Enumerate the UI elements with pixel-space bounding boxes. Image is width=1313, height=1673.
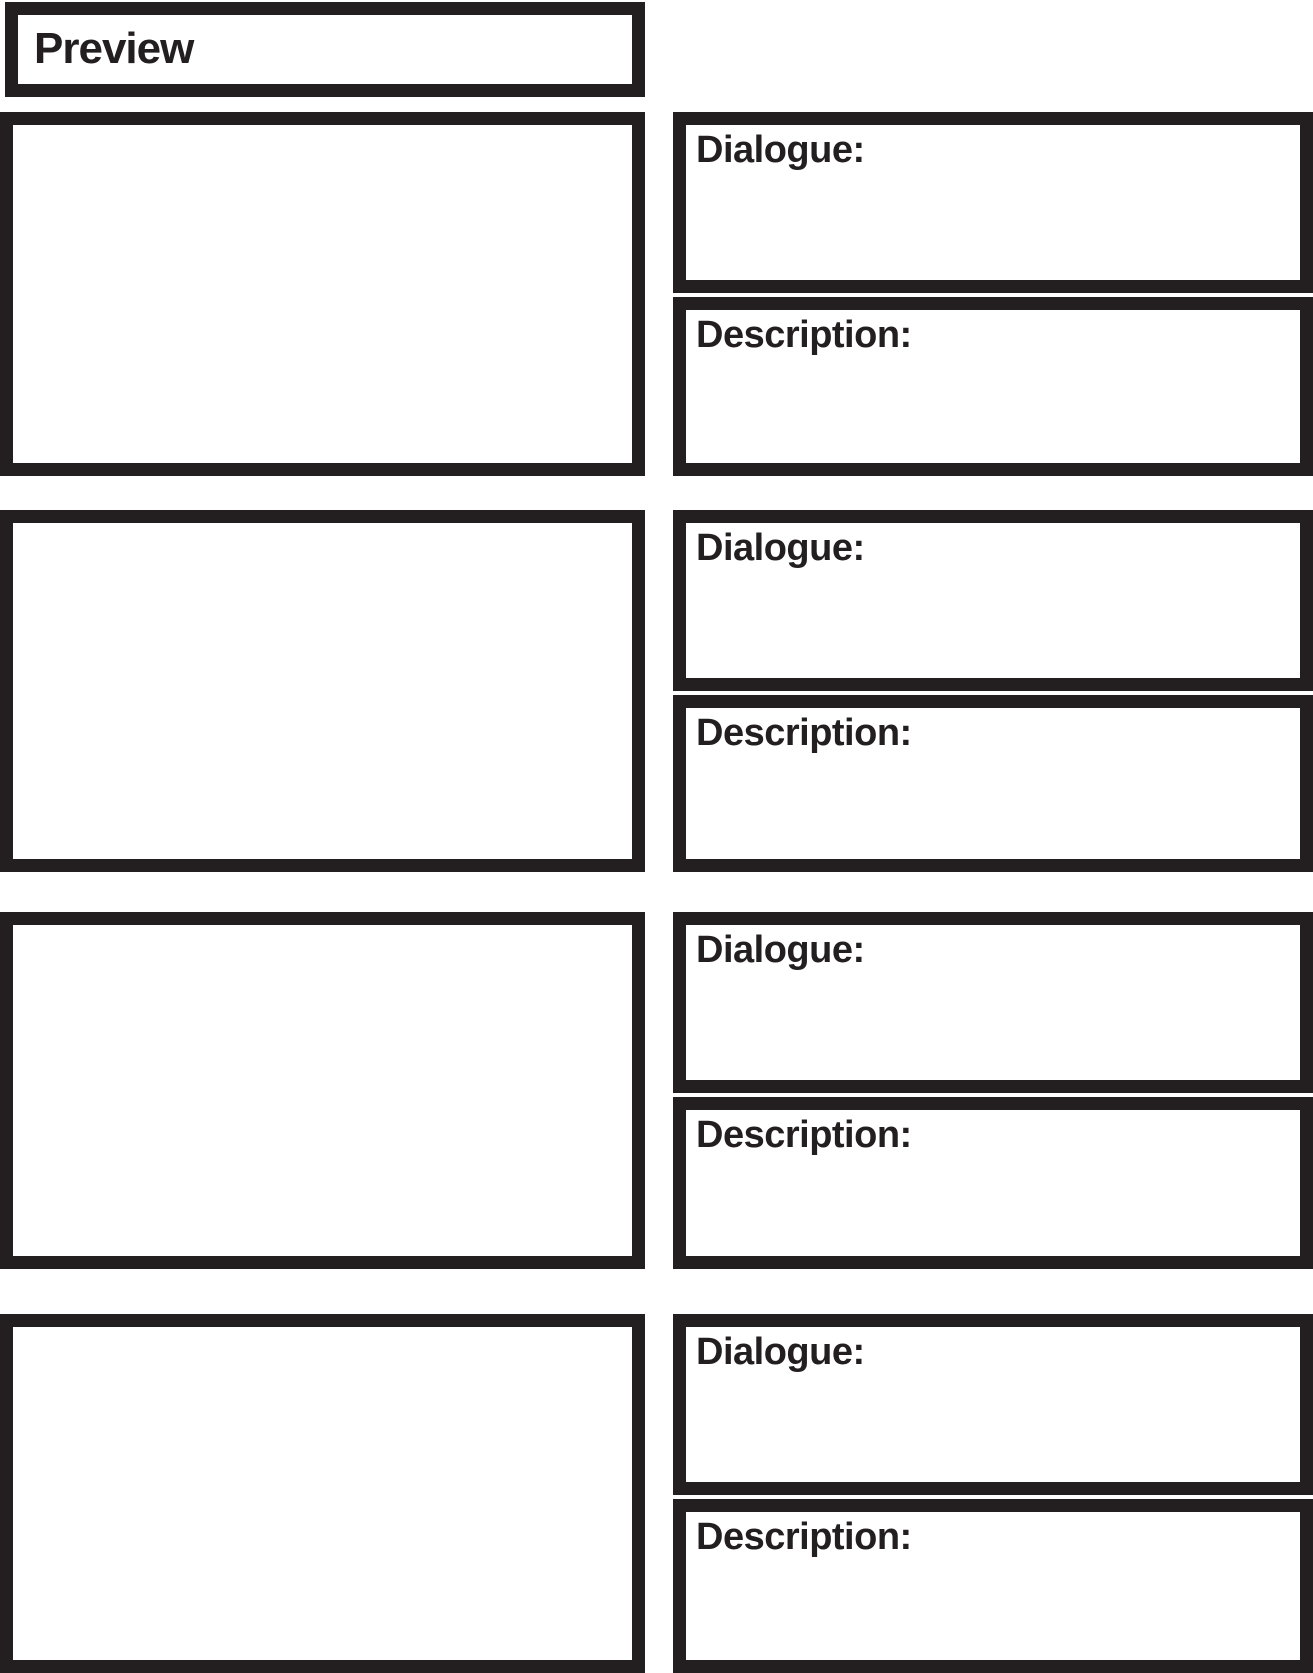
dialogue-box xyxy=(673,1314,1313,1495)
description-label: Description: xyxy=(696,1516,912,1558)
dialogue-label: Dialogue: xyxy=(696,1331,865,1373)
description-box xyxy=(673,1097,1313,1269)
scene-text-column xyxy=(673,1314,1313,1673)
dialogue-label: Dialogue: xyxy=(696,527,865,569)
description-box xyxy=(673,297,1313,476)
page-title: Preview xyxy=(34,24,194,73)
description-label: Description: xyxy=(696,314,912,356)
scene-text-column xyxy=(673,510,1313,872)
description-label: Description: xyxy=(696,712,912,754)
dialogue-box xyxy=(673,112,1313,293)
scene-text-column xyxy=(673,112,1313,476)
title-box xyxy=(5,2,645,97)
description-box xyxy=(673,695,1313,872)
dialogue-label: Dialogue: xyxy=(696,129,865,171)
scene-sketch-panel xyxy=(0,112,645,476)
dialogue-box xyxy=(673,912,1313,1093)
description-box xyxy=(673,1499,1313,1673)
description-label: Description: xyxy=(696,1114,912,1156)
scene-text-column xyxy=(673,912,1313,1269)
scene-sketch-panel xyxy=(0,1314,645,1673)
scene-sketch-panel xyxy=(0,912,645,1269)
dialogue-box xyxy=(673,510,1313,691)
scene-sketch-panel xyxy=(0,510,645,872)
dialogue-label: Dialogue: xyxy=(696,929,865,971)
